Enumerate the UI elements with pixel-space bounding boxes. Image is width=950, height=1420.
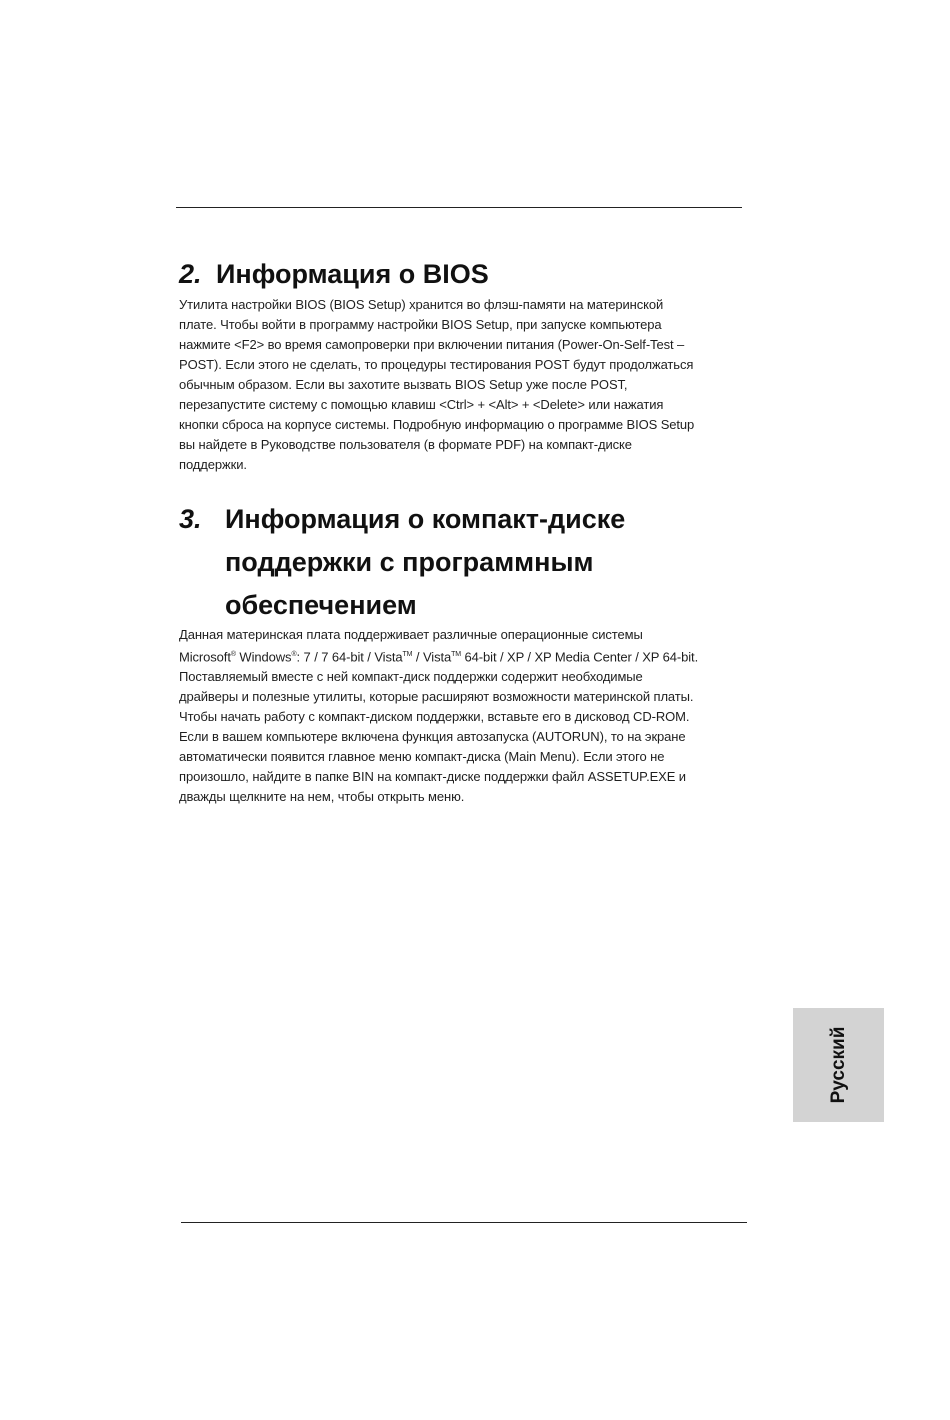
section-2-line: вы найдете в Руководстве пользователя (в формате PDF) на компакт-диске [179,437,632,452]
section-2-number: 2. [179,259,202,289]
section-3-line: Чтобы начать работу с компакт-диском поддержки, вставьте его в дисковод CD-ROM. [179,709,690,725]
section-3-os-line: Microsoft® Windows®: 7 / 7 64-bit / Vista™ / Vista™ 64-bit / XP / XP Media Center / XP 64-bit. [179,649,699,665]
section-2-line: POST). Если этого не сделать, то процедуры тестирования POST будут продолжаться [179,357,694,372]
language-tab-label: Русский [827,1026,849,1104]
bottom-rule [181,1222,747,1223]
section-3-title-line: поддержки с программным [225,547,594,577]
section-3-line: Поставляемый вместе с ней компакт-диск поддержки содержит необходимые [179,669,643,685]
section-2-line: перезапустите систему с помощью клавиш <Ctrl> + <Alt> + <Delete> или нажатия [179,397,664,412]
section-3-line: произошло, найдите в папке BIN на компакт-диске поддержки файл ASSETUP.EXE и [179,769,686,785]
section-3-line: Если в вашем компьютере включена функция автозапуска (AUTORUN), то на экране [179,729,686,745]
top-rule [176,207,742,208]
section-3-title [225,498,625,627]
section-2-body [179,295,744,475]
section-2-line: поддержки. [179,457,247,472]
section-bios [179,258,744,475]
section-3-line: дважды щелкните на нем, чтобы открыть меню. [179,789,465,805]
language-tab [793,1008,884,1122]
section-3-number: 3. [179,504,202,534]
section-3-heading [179,498,744,627]
section-3-title-line: Информация о компакт-диске [225,504,626,534]
section-3-line: Данная материнская плата поддерживает различные операционные системы [179,627,643,642]
section-2-line: кнопки сброса на корпусе системы. Подробную информацию о программе BIOS Setup [179,417,695,432]
section-2-line: Утилита настройки BIOS (BIOS Setup) хранится во флэш-памяти на материнской [179,297,664,312]
section-3-line: автоматически появится главное меню компакт-диска (Main Menu). Если этого не [179,749,665,765]
section-2-line: обычным образом. Если вы захотите вызвать BIOS Setup уже после POST, [179,377,628,392]
section-2-line: плате. Чтобы войти в программу настройки BIOS Setup, при запуске компьютера [179,317,662,332]
section-3-body [179,625,744,807]
section-support-cd [179,498,744,807]
section-3-title-line: обеспечением [225,590,417,620]
section-2-title: Информация о BIOS [216,259,489,289]
section-2-line: нажмите <F2> во время самопроверки при включении питания (Power-On-Self-Test – [179,337,685,352]
section-2-heading [179,258,744,290]
section-3-line: драйверы и полезные утилиты, которые расширяют возможности материнской платы. [179,689,694,705]
